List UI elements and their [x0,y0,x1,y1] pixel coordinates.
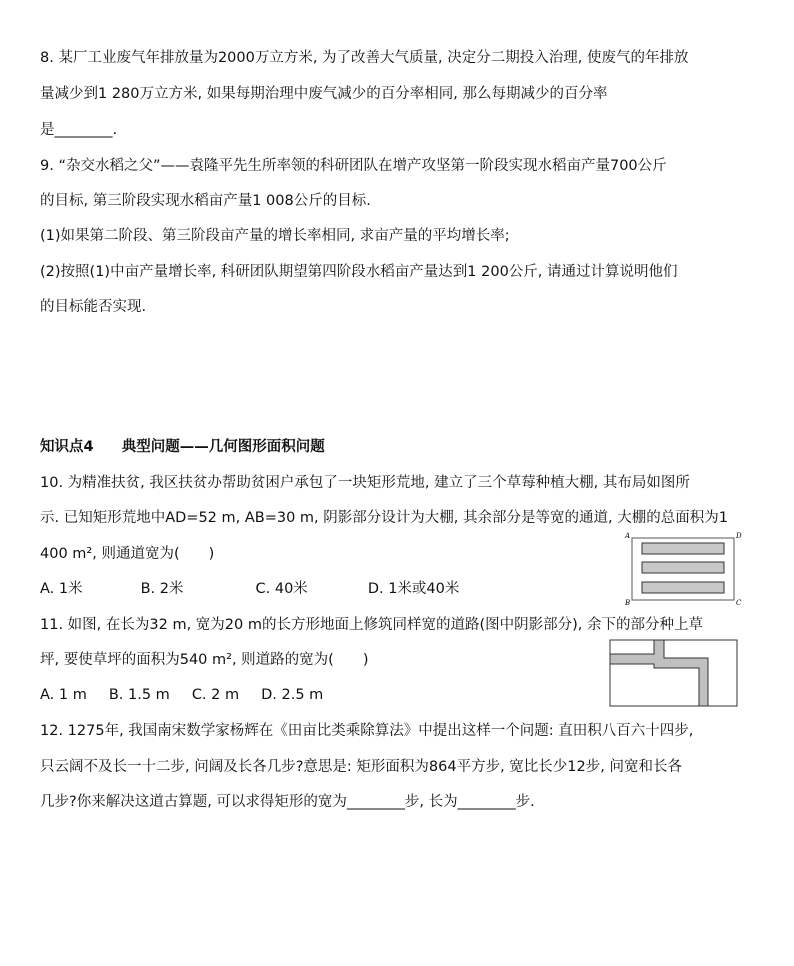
q8-line-1: 8. 某厂工业废气年排放量为2000万立方米, 为了改善大气质量, 决定分二期投入治理, 使废气的年排放 [40,50,689,66]
q11-options [40,685,323,705]
q8-line-2: 量减少到1 280万立方米, 如果每期治理中废气减少的百分率相同, 那么每期减少的百分率 [40,86,608,102]
greenhouse-2 [642,562,724,573]
label-d: D [736,532,742,540]
q11-option-d: D. 2.5 m [261,687,324,703]
q10-line-3: 400 m², 则通道宽为( ) [40,546,215,562]
road-figure [608,638,740,710]
q9-line-3: (1)如果第二阶段、第三阶段亩产量的增长率相同, 求亩产量的平均增长率; [40,228,510,244]
q9-line-2: 的目标, 第三阶段实现水稻亩产量1 008公斤的目标. [40,193,371,209]
section-title: 典型问题——几何图形面积问题 [121,439,325,455]
q12-line-3: 几步?你来解决这道古算题, 可以求得矩形的宽为________步, 长为________步. [40,794,535,810]
q9-line-4: (2)按照(1)中亩产量增长率, 科研团队期望第四阶段水稻亩产量达到1 200公斤, 请通过计算说明他们 [40,264,678,280]
label-b: B [625,599,631,606]
greenhouse-figure [624,530,744,606]
q10-option-d: D. 1米或40米 [367,581,460,597]
label-c: C [736,599,742,606]
q12-line-1: 12. 1275年, 我国南宋数学家杨辉在《田亩比类乘除算法》中提出这样一个问题: 直田积八百六十四步, [40,723,694,739]
q11-line-1: 11. 如图, 在长为32 m, 宽为20 m的长方形地面上修筑同样宽的道路(图中阴影部分), 余下的部分种上草 [40,617,704,633]
lawn-rectangle [610,640,737,706]
section-heading [40,437,325,457]
q11-option-a: A. 1 m [40,687,87,703]
q9-line-1: 9. “杂交水稻之父”——袁隆平先生所率领的科研团队在增产攻坚第一阶段实现水稻亩产量700公斤 [40,158,667,174]
label-a: A [625,532,631,540]
q10-options [40,579,459,599]
greenhouse-1 [642,543,724,554]
q11-option-c: C. 2 m [191,687,240,703]
q9-line-5: 的目标能否实现. [40,299,147,315]
q10-line-2: 示. 已知矩形荒地中AD=52 m, AB=30 m, 阴影部分设计为大棚, 其余部分是等宽的通道, 大棚的总面积为1 [40,510,728,526]
greenhouse-3 [642,582,724,593]
q10-option-b: B. 2米 [140,581,184,597]
q11-line-2: 坪, 要使草坪的面积为540 m², 则道路的宽为( ) [40,652,369,668]
q11-option-b: B. 1.5 m [108,687,170,703]
section-label: 知识点4 [40,439,94,455]
q10-line-1: 10. 为精准扶贫, 我区扶贫办帮助贫困户承包了一块矩形荒地, 建立了三个草莓种植大棚, 其布局如图所 [40,475,690,491]
q10-option-a: A. 1米 [40,581,83,597]
q8-line-3: 是________. [40,122,118,138]
q12-line-2: 只云阔不及长一十二步, 问阔及长各几步?意思是: 矩形面积为864平方步, 宽比长少12步, 问宽和长各 [40,759,682,775]
q10-option-c: C. 40米 [255,581,308,597]
